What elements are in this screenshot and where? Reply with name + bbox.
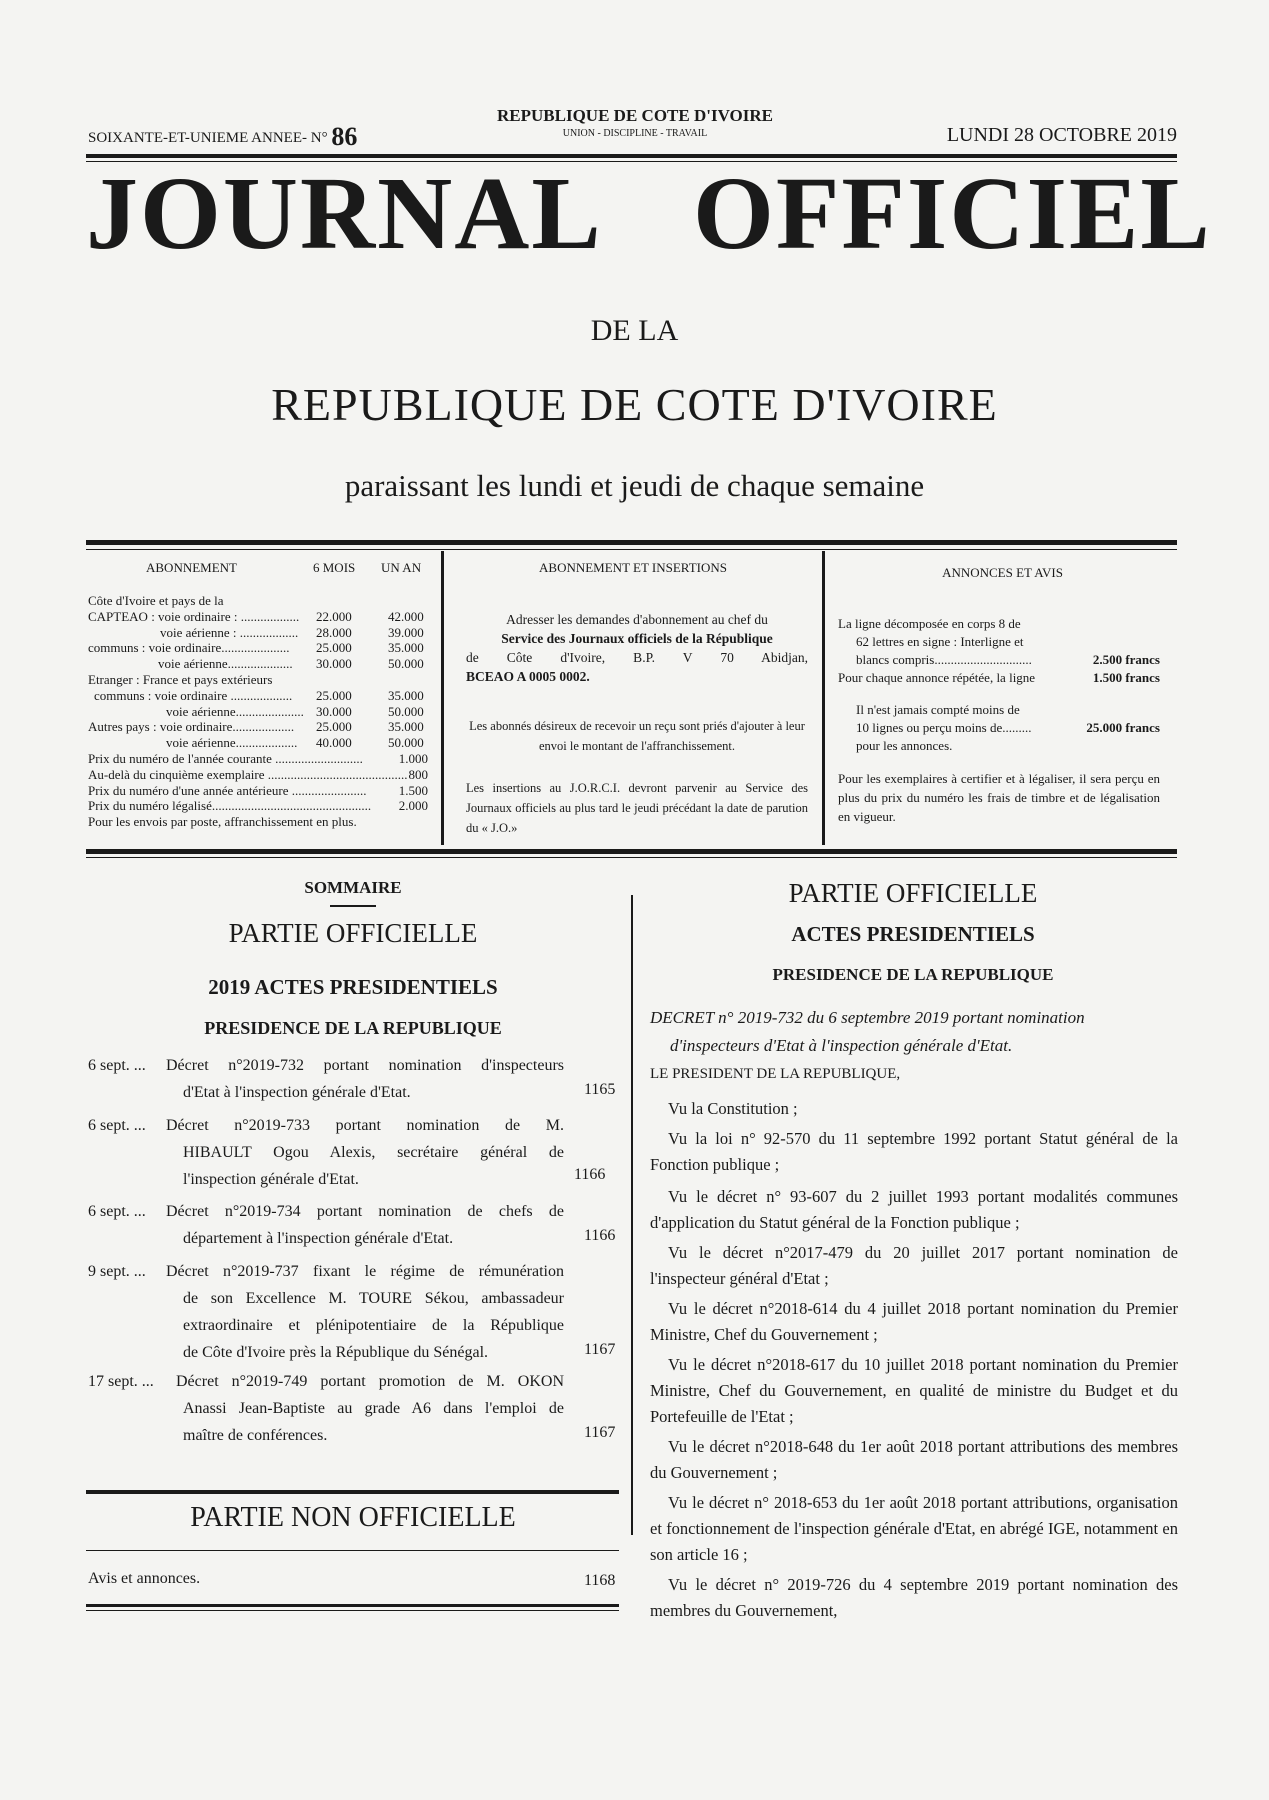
issue-number: 86 xyxy=(331,122,358,151)
price-label: Prix du numéro d'une année antérieure ....................... xyxy=(88,782,367,798)
sommaire-item-page: 1167 xyxy=(584,1424,616,1441)
header-motto: UNION - DISCIPLINE - TRAVAIL xyxy=(562,128,708,139)
box-divider-1 xyxy=(441,551,444,845)
annonces-l7: pour les annonces. xyxy=(856,738,953,753)
masthead-title-text: JOURNAL OFFICIEL xyxy=(86,156,1212,271)
subscription-6mois: 25.000 xyxy=(316,687,352,703)
price-row xyxy=(88,783,428,799)
subscription-6mois: 28.000 xyxy=(316,624,352,640)
decret-vu-9: Vu le décret n° 2019-726 du 4 septembre 2019 portant nomination des membres du Gouvernement, xyxy=(650,1575,1178,1620)
sommaire-item-page: 1165 xyxy=(584,1081,616,1098)
sommaire-avis: Avis et annonces. xyxy=(88,1570,201,1587)
sommaire-partie: PARTIE OFFICIELLE xyxy=(228,918,478,948)
masthead-de-la: DE LA xyxy=(590,314,679,347)
masthead-country: REPUBLIQUE DE COTE D'IVOIRE xyxy=(271,379,998,430)
subscription-unan: 35.000 xyxy=(388,687,424,703)
sommaire-item-date: 6 sept. ... xyxy=(88,1057,146,1074)
annonces-l8: Pour les exemplaires à certifier et à légaliser, il sera perçu en plus du prix du numéro les frais de timbre et de légalisation en vigueur. xyxy=(838,771,1160,824)
sommaire-item-line: Décret n°2019-732 portant nomination d'inspecteurs xyxy=(166,1057,564,1074)
insertions-p3-text: Les insertions au J.O.R.C.I. devront parvenir au Service des Journaux officiels au plus tard le jeudi précédant la date de parution du « J.O.» xyxy=(466,781,808,835)
decret-title-1: DECRET n° 2019-732 du 6 septembre 2019 portant nomination xyxy=(650,1008,1085,1027)
masthead-title xyxy=(86,156,1212,271)
right-partie: PARTIE OFFICIELLE xyxy=(788,878,1038,908)
price-row xyxy=(88,798,428,814)
sommaire-bottom-rule-thin xyxy=(86,1610,619,1611)
subscription-row xyxy=(88,625,428,641)
insertions-p1-a: Adresser les demandes d'abonnement au chef du xyxy=(506,612,768,627)
sommaire-item-line: Décret n°2019-733 portant nomination de M. xyxy=(166,1117,564,1134)
sommaire-item-line: de son Excellence M. TOURE Sékou, ambassadeur xyxy=(183,1290,564,1307)
column-divider xyxy=(631,895,633,1535)
insertions-title: ABONNEMENT ET INSERTIONS xyxy=(539,560,727,575)
subscription-unan: 35.000 xyxy=(388,640,424,656)
header-center xyxy=(470,106,800,139)
annonces-block xyxy=(838,615,1160,826)
price-row xyxy=(88,814,428,830)
subscription-label: Autres pays : voie ordinaire................... xyxy=(88,719,295,735)
box-top-rule-thin xyxy=(86,549,1177,550)
subscription-row xyxy=(88,609,428,625)
insertions-p1-d: BCEAO A 0005 0002. xyxy=(466,669,590,684)
annonces-l1: La ligne décomposée en corps 8 de xyxy=(838,616,1021,631)
subscription-table xyxy=(88,593,428,830)
insertions-p1 xyxy=(466,610,808,686)
annonces-l6: 10 lignes ou perçu moins de......... xyxy=(856,720,1032,735)
header-republic: REPUBLIQUE DE COTE D'IVOIRE xyxy=(497,106,773,125)
subscription-unan: 39.000 xyxy=(388,624,424,640)
box-bottom-rule xyxy=(86,849,1177,854)
decret-vu-2: Vu la loi n° 92-570 du 11 septembre 1992 portant Statut général de la Fonction publique ; xyxy=(650,1129,1178,1174)
subscription-label: CAPTEAO : voie ordinaire : .................. xyxy=(88,608,300,624)
sommaire-actes: 2019 ACTES PRESIDENTIELS xyxy=(208,975,498,999)
insertions-p1-c: de Côte d'Ivoire, B.P. V 70 Abidjan, xyxy=(466,650,808,665)
price-label: Au-delà du cinquième exemplaire ........................................... xyxy=(88,766,408,782)
annonces-l4-row xyxy=(838,669,1160,687)
sommaire-item-line: Décret n°2019-737 fixant le régime de rémunération xyxy=(166,1263,564,1280)
sommaire-item-line: maître de conférences. xyxy=(183,1427,328,1444)
sub-h-abonnement: ABONNEMENT xyxy=(146,560,237,575)
sub-h-6mois: 6 MOIS xyxy=(313,560,356,575)
subscription-unan: 50.000 xyxy=(388,703,424,719)
annonces-l6-value: 25.000 francs xyxy=(1086,720,1160,735)
subscription-unan: 35.000 xyxy=(388,719,424,735)
box-top-rule xyxy=(86,540,1177,545)
box-divider-2 xyxy=(822,551,825,845)
sommaire-item-line: Anassi Jean-Baptiste au grade A6 dans l'emploi de xyxy=(183,1400,564,1417)
sommaire-item-date: 9 sept. ... xyxy=(88,1263,146,1280)
decret-vu-4: Vu le décret n°2017-479 du 20 juillet 2017 portant nomination de l'inspecteur général d'Etat ; xyxy=(650,1243,1178,1288)
annonces-l4-value: 1.500 francs xyxy=(1092,670,1160,685)
subscription-6mois: 25.000 xyxy=(316,640,352,656)
subscription-label: voie aérienne................... xyxy=(166,735,298,751)
subscription-label: Côte d'Ivoire et pays de la xyxy=(88,593,224,608)
insertions-p2: Les abonnés désireux de recevoir un reçu sont priés d'ajouter à leur envoi le montant de l'affranchissement. xyxy=(469,719,805,753)
non-officielle-top-rule xyxy=(86,1490,619,1494)
non-officielle-rule xyxy=(86,1550,619,1551)
subscription-unan: 42.000 xyxy=(388,608,424,624)
decret-president: LE PRESIDENT DE LA REPUBLIQUE, xyxy=(650,1066,901,1082)
year-label: SOIXANTE-ET-UNIEME ANNEE- N° xyxy=(88,130,328,146)
sub-h-unan: UN AN xyxy=(381,560,422,575)
sommaire-item-page: 1167 xyxy=(584,1341,616,1358)
price-value: 1.000 xyxy=(398,750,428,766)
decret-vu-5: Vu le décret n°2018-614 du 4 juillet 2018 portant nomination du Premier Ministre, Chef du Gouvernement ; xyxy=(650,1299,1178,1344)
sommaire-bottom-rule xyxy=(86,1604,619,1607)
annonces-l3-value: 2.500 francs xyxy=(1092,652,1160,667)
subscription-row xyxy=(88,719,428,735)
subscription-label: voie aérienne.................... xyxy=(158,656,293,672)
right-presidence: PRESIDENCE DE LA REPUBLIQUE xyxy=(772,965,1054,984)
subscription-row xyxy=(88,640,428,656)
subscription-unan: 50.000 xyxy=(388,735,424,751)
insertions-p1-b: Service des Journaux officiels de la République xyxy=(501,631,773,646)
subscription-label: voie aérienne : .................. xyxy=(160,624,299,640)
sommaire-non-officielle: PARTIE NON OFFICIELLE xyxy=(190,1502,516,1533)
sommaire-item-page: 1166 xyxy=(584,1227,616,1244)
decret-vu-1: Vu la Constitution ; xyxy=(668,1099,798,1118)
subscription-label: communs : voie ordinaire..................... xyxy=(88,640,290,656)
annonces-title: ANNONCES ET AVIS xyxy=(942,565,1063,580)
sommaire-heading: SOMMAIRE xyxy=(304,878,402,897)
annonces-l3: blancs compris.............................. xyxy=(856,652,1032,667)
decret-title-2: d'inspecteurs d'Etat à l'inspection générale d'Etat. xyxy=(670,1036,1013,1055)
masthead-frequency: paraissant les lundi et jeudi de chaque semaine xyxy=(344,468,925,503)
annonces-l6-row xyxy=(838,719,1160,737)
subscription-row xyxy=(88,672,428,688)
sommaire-item-line: de Côte d'Ivoire près la République du Sénégal. xyxy=(183,1344,489,1361)
subscription-row xyxy=(88,593,428,609)
subscription-6mois: 25.000 xyxy=(316,719,352,735)
annonces-l5: Il n'est jamais compté moins de xyxy=(856,702,1020,717)
price-value: 1.500 xyxy=(398,782,428,798)
sommaire-item-line: département à l'inspection générale d'Etat. xyxy=(183,1230,454,1247)
subscription-row xyxy=(88,656,428,672)
decret-title xyxy=(650,1004,1180,1060)
price-row xyxy=(88,751,428,767)
subscription-6mois: 30.000 xyxy=(316,656,352,672)
price-row xyxy=(88,767,428,783)
annonces-l3-row xyxy=(838,651,1160,669)
sommaire-item-date: 6 sept. ... xyxy=(88,1203,146,1220)
sommaire-item-date: 17 sept. ... xyxy=(88,1373,154,1390)
subscription-6mois: 30.000 xyxy=(316,703,352,719)
issue-date: LUNDI 28 OCTOBRE 2019 xyxy=(946,124,1177,146)
subscription-label: communs : voie ordinaire ................... xyxy=(94,687,293,703)
decret-vu-7: Vu le décret n°2018-648 du 1er août 2018 portant attributions des membres du Gouvernement ; xyxy=(650,1437,1178,1482)
box-bottom-rule-thin xyxy=(86,857,1177,858)
insertions-p3 xyxy=(466,778,808,838)
right-actes: ACTES PRESIDENTIELS xyxy=(791,922,1035,946)
decret-vu-8: Vu le décret n° 2018-653 du 1er août 2018 portant attributions, organisation et fonctionnement de l'inspection générale d'Etat, en abrégé IGE, notamment en son article 16 ; xyxy=(650,1493,1178,1564)
decret-vu-3: Vu le décret n° 93-607 du 2 juillet 1993 portant modalités communes d'application du Statut général de la Fonction publique ; xyxy=(650,1187,1178,1232)
sommaire-avis-page: 1168 xyxy=(584,1572,616,1589)
subscription-label: voie aérienne..................... xyxy=(166,703,304,719)
sommaire-item-date: 6 sept. ... xyxy=(88,1117,146,1134)
sommaire-underline xyxy=(330,905,376,907)
sommaire-item-line: d'Etat à l'inspection générale d'Etat. xyxy=(183,1084,411,1101)
sommaire-item-line: Décret n°2019-749 portant promotion de M. OKON xyxy=(176,1373,564,1390)
price-label: Pour les envois par poste, affranchissement en plus. xyxy=(88,814,357,830)
subscription-row xyxy=(88,688,428,704)
price-value: 800 xyxy=(408,766,428,782)
sommaire-item-line: extraordinaire et plénipotentiaire de la République xyxy=(183,1317,564,1334)
subscription-label: Etranger : France et pays extérieurs xyxy=(88,671,273,687)
subscription-6mois: 40.000 xyxy=(316,735,352,751)
sommaire-item-page: 1166 xyxy=(574,1166,606,1183)
issue-label xyxy=(88,122,357,152)
price-label: Prix du numéro de l'année courante ........................... xyxy=(88,750,363,766)
sommaire-item-line: HIBAULT Ogou Alexis, secrétaire général de xyxy=(183,1144,564,1161)
annonces-l4: Pour chaque annonce répétée, la ligne xyxy=(838,670,1036,685)
subscription-row xyxy=(88,735,428,751)
subscription-row xyxy=(88,704,428,720)
price-value: 2.000 xyxy=(398,798,428,814)
price-label: Prix du numéro légalisé................................................. xyxy=(88,798,372,814)
sommaire-item-line: Décret n°2019-734 portant nomination de chefs de xyxy=(166,1203,564,1220)
annonces-l2: 62 lettres en signe : Interligne et xyxy=(856,634,1024,649)
decret-vu-6: Vu le décret n°2018-617 du 10 juillet 2018 portant nomination du Premier Ministre, Chef du Gouvernement, en qualité de ministre du Budget et du Portefeuille de l'Etat ; xyxy=(650,1355,1178,1426)
subscription-unan: 50.000 xyxy=(388,656,424,672)
sommaire-presidence: PRESIDENCE DE LA REPUBLIQUE xyxy=(204,1018,502,1038)
sommaire-item-line: l'inspection générale d'Etat. xyxy=(183,1171,359,1188)
subscription-6mois: 22.000 xyxy=(316,608,352,624)
